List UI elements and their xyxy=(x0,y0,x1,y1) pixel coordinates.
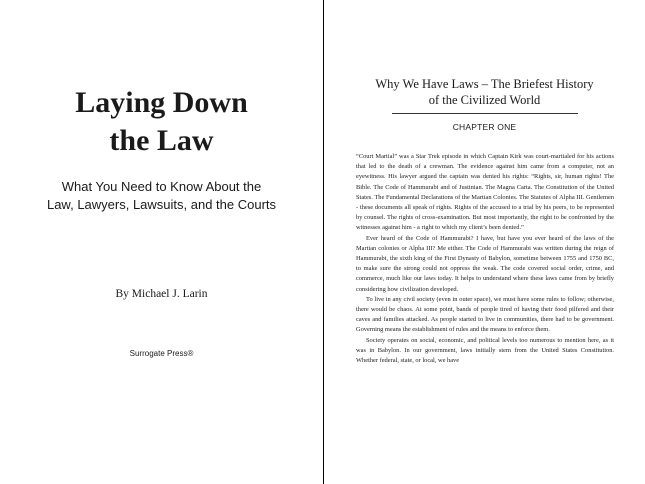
chapter-rule xyxy=(392,113,578,114)
chapter-page xyxy=(324,0,645,484)
publisher-name: Surrogate Press® xyxy=(129,349,194,358)
author-byline: By Michael J. Larin xyxy=(115,288,208,300)
chapter-body xyxy=(356,152,614,480)
body-paragraph: To live in any civil society (even in outer space), we must have some rules to follow; otherwise, there would be chaos. At some point, bands of people tired of having their food pilfered and their caves and families attacked. As people started to live in communities, there had to be government. Governing means the establishment of rules and the means to enforce them. xyxy=(356,295,614,334)
book-title xyxy=(10,84,313,160)
chapter-label: CHAPTER ONE xyxy=(452,122,517,132)
book-subtitle xyxy=(10,178,313,214)
chapter-title-line: Why We Have Laws – The Briefest History xyxy=(375,77,594,91)
body-paragraph: Ever heard of the Code of Hammurabi? I have, but have you ever heard of the laws of the Martian colonies or Alpha III? Me either. The Code of Hammurabi was written during the reign of Hammurabi, the sixth king of the First Dynasty of Babylon, sometime between 1755 and 1750 BC, to make sure the strong could not oppress the weak. The code covered social order, crime, and commerce, much like our laws today. It helps to understand where these laws came from by briefly considering how civilization developed. xyxy=(356,234,614,293)
chapter-title xyxy=(344,76,625,108)
book-title-line: Laying Down xyxy=(75,86,248,119)
body-paragraph: “Court Martial” was a Star Trek episode in which Captain Kirk was court-martialed for his actions that led to the death of a crewman. The evidence against him came from a computer, not an eyewitness. His lawyer argued the captain was denied his rights: “Rights, sir, human rights! The Bible. The Code of Hammurabi and of Justinian. The Magna Carta. The Constitution of the United States. The Fundamental Declarations of the Martian Colonies. The Statutes of Alpha III. Gentlemen - these documents all speak of rights. Rights of the accused to a trial by his peers, to be represented by counsel. The rights of cross-examination. But most importantly, the right to be confronted by the witnesses against him - a right to which my client’s been denied.” xyxy=(356,153,614,232)
book-subtitle-line: Law, Lawyers, Lawsuits, and the Courts xyxy=(46,197,277,212)
book-title-line: the Law xyxy=(109,124,214,157)
book-subtitle-line: What You Need to Know About the xyxy=(61,179,262,194)
chapter-title-line: of the Civilized World xyxy=(428,93,541,107)
body-paragraph: Society operates on social, economic, and political levels too numerous to mention here, as it was in Babylon. In our government, laws initially stem from the United States Constitution. Whether federal, state, or local, we have xyxy=(356,336,614,365)
